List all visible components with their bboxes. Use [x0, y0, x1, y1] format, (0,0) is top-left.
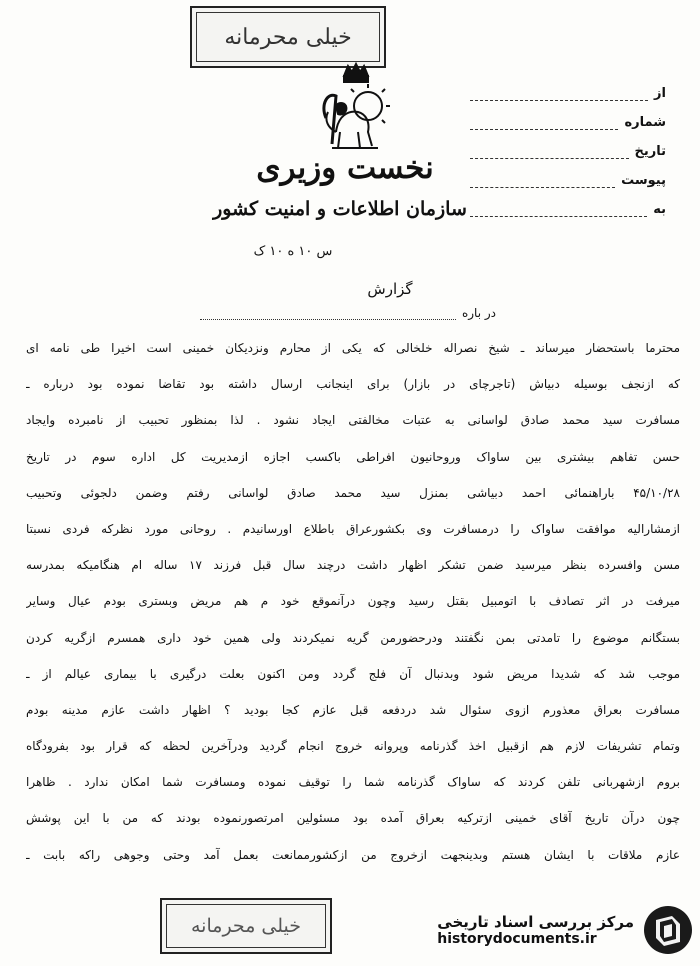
body-line: میرفت در اثر تصادف با اتومبیل بقتل رسید وچون درآنموقع خود م هم مریض وبستری بودم عیال وسایر	[26, 594, 680, 609]
classification-stamp-top	[190, 6, 386, 68]
stamp-top-text: خیلی محرمانه	[196, 12, 380, 62]
body-line: موجب شد که شدیدا مریض شود وبدنبال آن فلج گردد ومن اکنون بعلت درگیری با بیماری عیالم از ـ	[26, 666, 680, 681]
archive-watermark	[404, 898, 694, 962]
meta-line-attachment	[470, 179, 615, 188]
org-title: نخست وزیری	[256, 150, 434, 186]
lion-and-sun-emblem-icon	[318, 62, 394, 162]
meta-label-date: تاریخ	[634, 144, 666, 159]
watermark-url[interactable]: historydocuments.ir	[437, 931, 597, 947]
meta-line-number	[470, 121, 618, 130]
subject-label: در باره	[461, 306, 496, 320]
body-line: بستگانم موضوع را تامدتی بمن نگفتند ودرحضورمن گریه نمیکردند ولی همین خود داری همسرم ازگریه کردن	[26, 630, 680, 645]
body-line: وتمام تشریفات لازم هم ازقبیل اخذ گذرنامه وپروانه خروج انجام گردید ودرآخرین لحظه که قرار بود بفرودگاه	[26, 739, 680, 754]
meta-label-from: از	[654, 86, 666, 101]
meta-field-from	[470, 72, 666, 101]
meta-label-to: به	[653, 202, 666, 217]
body-line: عازم ملاقات با ایشان هستم وبدینجهت ازخروج من ازکشورممانعت بعمل آمد وحتی وجوهی راکه بابت ـ	[26, 847, 680, 862]
body-line: چون درآن تاریخ آقای خمینی ازترکیه بعراق آمده بود مسئولین امرتصورنموده بودند که من با این پوشش	[26, 811, 680, 826]
body-line: ازمشارالیه موافقت ساواک را درمسافرت وی بکشورعراق باطلاع اورسانیدم . روحانی مورد نظرکه فردی نسبتا	[26, 521, 680, 536]
report-title: گزارش	[367, 280, 413, 298]
meta-line-date	[470, 150, 629, 159]
body-line: مسن وافسرده بنظر میرسید ضمن تشکر اظهار داشت درچند سال قبل فرزند ۱۷ ساله ام هنگامیکه بمدرسه	[26, 558, 680, 573]
meta-field-to	[470, 188, 666, 217]
stamp-bottom-text: خیلی محرمانه	[166, 904, 326, 948]
meta-label-attachment: پیوست	[621, 173, 666, 188]
subject-line	[200, 313, 456, 320]
meta-field-date	[470, 130, 666, 159]
watermark-title: مرکز بررسی اسناد تاریخی	[437, 913, 634, 931]
meta-label-number: شماره	[624, 115, 666, 130]
report-body	[26, 330, 680, 873]
body-line: مسافرت سید محمد صادق لواسانی به عتبات مخالفتی ایجاد نشود . لذا بمنظور تحبیب از نامبرده وایجاد	[26, 413, 680, 428]
body-line: حسن تفاهم بیشتری بین ساواک وروحانیون افراطی باکسب اجازه ازمدیریت کل اداره سوم در تاریخ	[26, 449, 680, 464]
body-line: بروم ازشهربانی تلفن کردند که ساواک گذرنامه شما را توقیف نموده ومسافرت شما امکان ندارد . ظاهرا	[26, 775, 680, 790]
meta-line-from	[470, 92, 648, 101]
meta-field-number	[470, 101, 666, 130]
subject-field	[200, 300, 496, 320]
meta-fields	[470, 72, 666, 217]
document-code: س ۱۰ ه ۱۰ ک	[253, 244, 333, 259]
body-line: ۴۵/۱۰/۲۸ باراهنمائی احمد دبیاشی بمنزل سید محمد صادق لواسانی رفتم وضمن دلجوئی وتحبیب	[26, 485, 680, 500]
body-line: محترما باستحضار میرساند ـ شیخ نصراله خلخالی که یکی از محارم ونزدیکان خمینی است اخیرا طی نامه ای	[26, 341, 680, 355]
meta-field-attachment	[470, 159, 666, 188]
archive-logo-icon	[642, 904, 694, 956]
org-subtitle: سازمان اطلاعات و امنیت کشور	[213, 198, 467, 220]
meta-line-to	[470, 208, 647, 217]
body-line: مسافرت بعراق معذورم ازوی سئوال شد دردفعه قبل عازم کجا بودید ؟ اظهار داشت عازم مدینه بودم	[26, 702, 680, 717]
body-line: که ازنجف بوسیله دبیاش (تاجرچای در بازار) برای اینجانب ارسال داشته بود تقاضا نموده بود درباره ـ	[26, 377, 680, 392]
classification-stamp-bottom	[160, 898, 332, 954]
